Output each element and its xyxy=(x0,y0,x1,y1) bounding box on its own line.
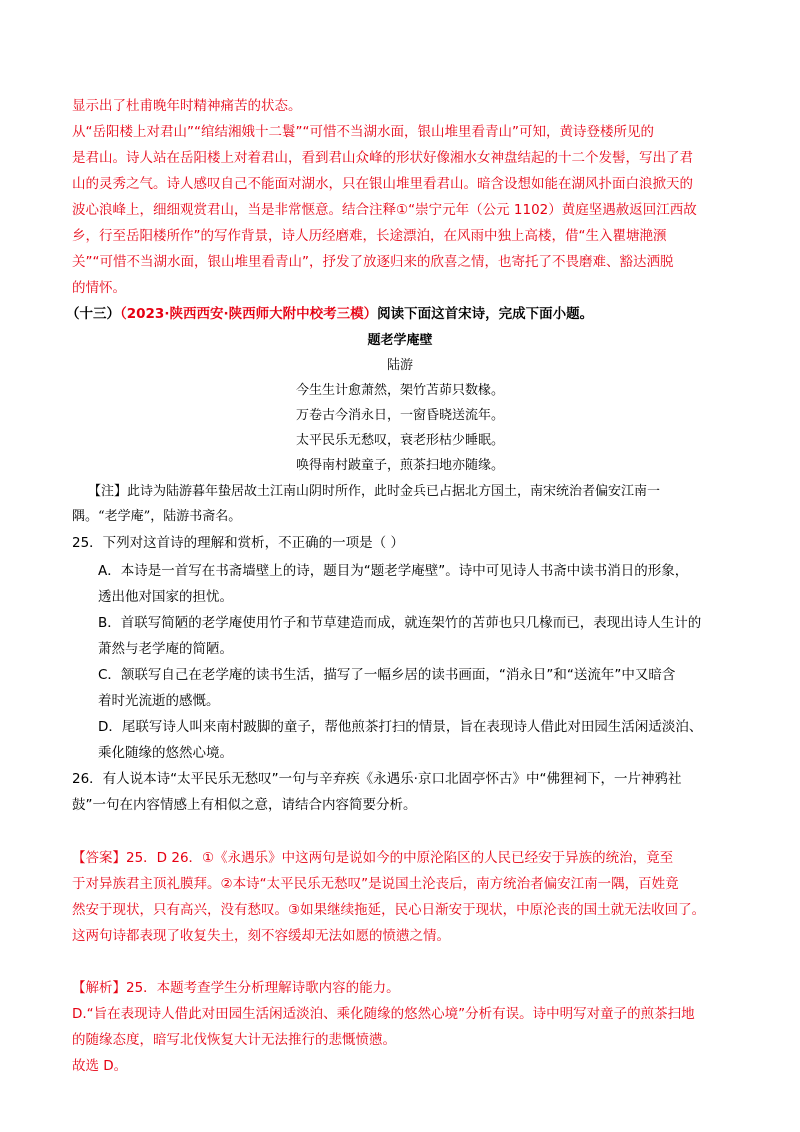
option-c: C．颔联写自己在老学庵的读书生活，描写了一幅乡居的读书画面，“消永日”和“送流年”中又暗含 xyxy=(98,667,676,683)
section-number: （十三） xyxy=(66,306,120,322)
analysis-line: D.“旨在表现诗人借此对田园生活闲适淡泊、乘化随缘的悠然心境”分析有误。诗中明写对童子的煎茶扫地 xyxy=(72,1006,695,1022)
answer-line: 然安于现状，只有高兴，没有愁叹。③如果继续拖延，民心日渐安于现状，中原沦丧的国土就无法收回了。 xyxy=(72,902,706,918)
question-26-stem: 鼓”一句在内容情感上有相似之意，请结合内容简要分析。 xyxy=(72,797,417,813)
poem-line: 今生生计愈萧然，架竹苫茆只数椽。 xyxy=(295,383,504,398)
section-header xyxy=(66,304,593,324)
answer-text: 25．D 26．①《永遇乐》中这两句是说如今的中原沦陷区的人民已经安于异族的统治，竟至 xyxy=(126,850,674,866)
analysis-line: 的随缘态度，暗写北伐恢复大计无法推行的悲慨愤懑。 xyxy=(72,1032,396,1048)
section-instruction: 阅读下面这首宋诗，完成下面小题。 xyxy=(377,306,594,322)
poem-line: 太平民乐无愁叹，衰老形枯少睡眠。 xyxy=(295,433,504,448)
option-c: 着时光流逝的感慨。 xyxy=(98,693,220,709)
option-a: A．本诗是一首写在书斋墙壁上的诗，题目为“题老学庵壁”。诗中可见诗人书斋中读书消日的形象， xyxy=(98,563,689,579)
answer-line: 于对异族君主顶礼膜拜。②本诗“太平民乐无愁叹”是说国土沦丧后，南方统治者偏安江南一隅，百姓竟 xyxy=(72,876,679,892)
poem-line: 万卷古今消永日，一窗昏晓送流年。 xyxy=(295,408,504,423)
option-d: 乘化随缘的悠然心境。 xyxy=(98,745,233,761)
answer-line: 这两句诗都表现了收复失土，刻不容缓却无法如愿的愤懑之情。 xyxy=(72,928,450,944)
poem-note: 【注】此诗为陆游暮年蛰居故土江南山阴时所作，此时金兵已占据北方国土，南宋统治者偏安江南一 xyxy=(88,484,661,499)
analysis-line xyxy=(72,978,400,998)
option-b: B．首联写简陋的老学庵使用竹子和节草建造而成，就连架竹的苫茆也只几椽而已，表现出诗人生计的 xyxy=(98,615,702,631)
analysis-top-line: 是君山。诗人站在岳阳楼上对着君山，看到君山众峰的形状好像湘水女神盘结起的十二个发髻，写出了君 xyxy=(72,150,693,166)
analysis-top-line: 关”“可惜不当湖水面，银山堆里看青山”，抒发了放逐归来的欣喜之情，也寄托了不畏磨难、豁达洒脱 xyxy=(72,254,674,270)
question-26-stem: 26．有人说本诗“太平民乐无愁叹”一句与辛弃疾《永遇乐·京口北固亭怀古》中“佛狸祠下，一片神鸦社 xyxy=(72,771,682,787)
analysis-top-line: 乡，行至岳阳楼所作”的写作背景，诗人历经磨难，长途漂泊，在风雨中独上高楼，借“生入瞿塘滟滪 xyxy=(72,228,667,244)
analysis-line: 故选 D。 xyxy=(72,1058,128,1074)
analysis-top-line: 波心浪峰上，细细观赏君山，当是非常惬意。结合注释①“崇宁元年（公元 1102）黄庭坚遇赦返回江西故 xyxy=(72,202,697,218)
option-a: 透出他对国家的担忧。 xyxy=(98,589,233,605)
poem-note: 隅。“老学庵”，陆游书斋名。 xyxy=(72,509,242,524)
analysis-top-line: 的情怀。 xyxy=(72,280,126,296)
analysis-tag: 【解析】 xyxy=(72,980,126,996)
option-b: 萧然与老学庵的简陋。 xyxy=(98,641,233,657)
section-source: （2023·陕西西安·陕西师大附中校考三模） xyxy=(120,306,378,322)
analysis-top-line: 从“岳阳楼上对君山”“绾结湘娥十二鬟”“可惜不当湖水面，银山堆里看青山”可知，黄诗登楼所见的 xyxy=(72,124,654,140)
poem-author: 陆游 xyxy=(386,358,413,373)
answer-line xyxy=(72,848,673,868)
analysis-top-line: 显示出了杜甫晚年时精神痛苦的状态。 xyxy=(72,98,302,114)
analysis-text: 25．本题考查学生分析理解诗歌内容的能力。 xyxy=(126,980,400,996)
answer-tag: 【答案】 xyxy=(72,850,126,866)
option-d: D．尾联写诗人叫来南村跛脚的童子，帮他煎茶打扫的情景，旨在表现诗人借此对田园生活闲适淡泊、 xyxy=(98,719,703,735)
poem-line: 唤得南村跛童子，煎茶扫地亦随缘。 xyxy=(295,458,504,473)
question-25-stem: 25．下列对这首诗的理解和赏析，不正确的一项是（ ） xyxy=(72,535,404,551)
poem-title: 题老学庵壁 xyxy=(367,333,433,348)
analysis-top-line: 山的灵秀之气。诗人感叹自己不能面对湖水，只在银山堆里看君山。暗含设想如能在湖风扑面白浪掀天的 xyxy=(72,176,693,192)
